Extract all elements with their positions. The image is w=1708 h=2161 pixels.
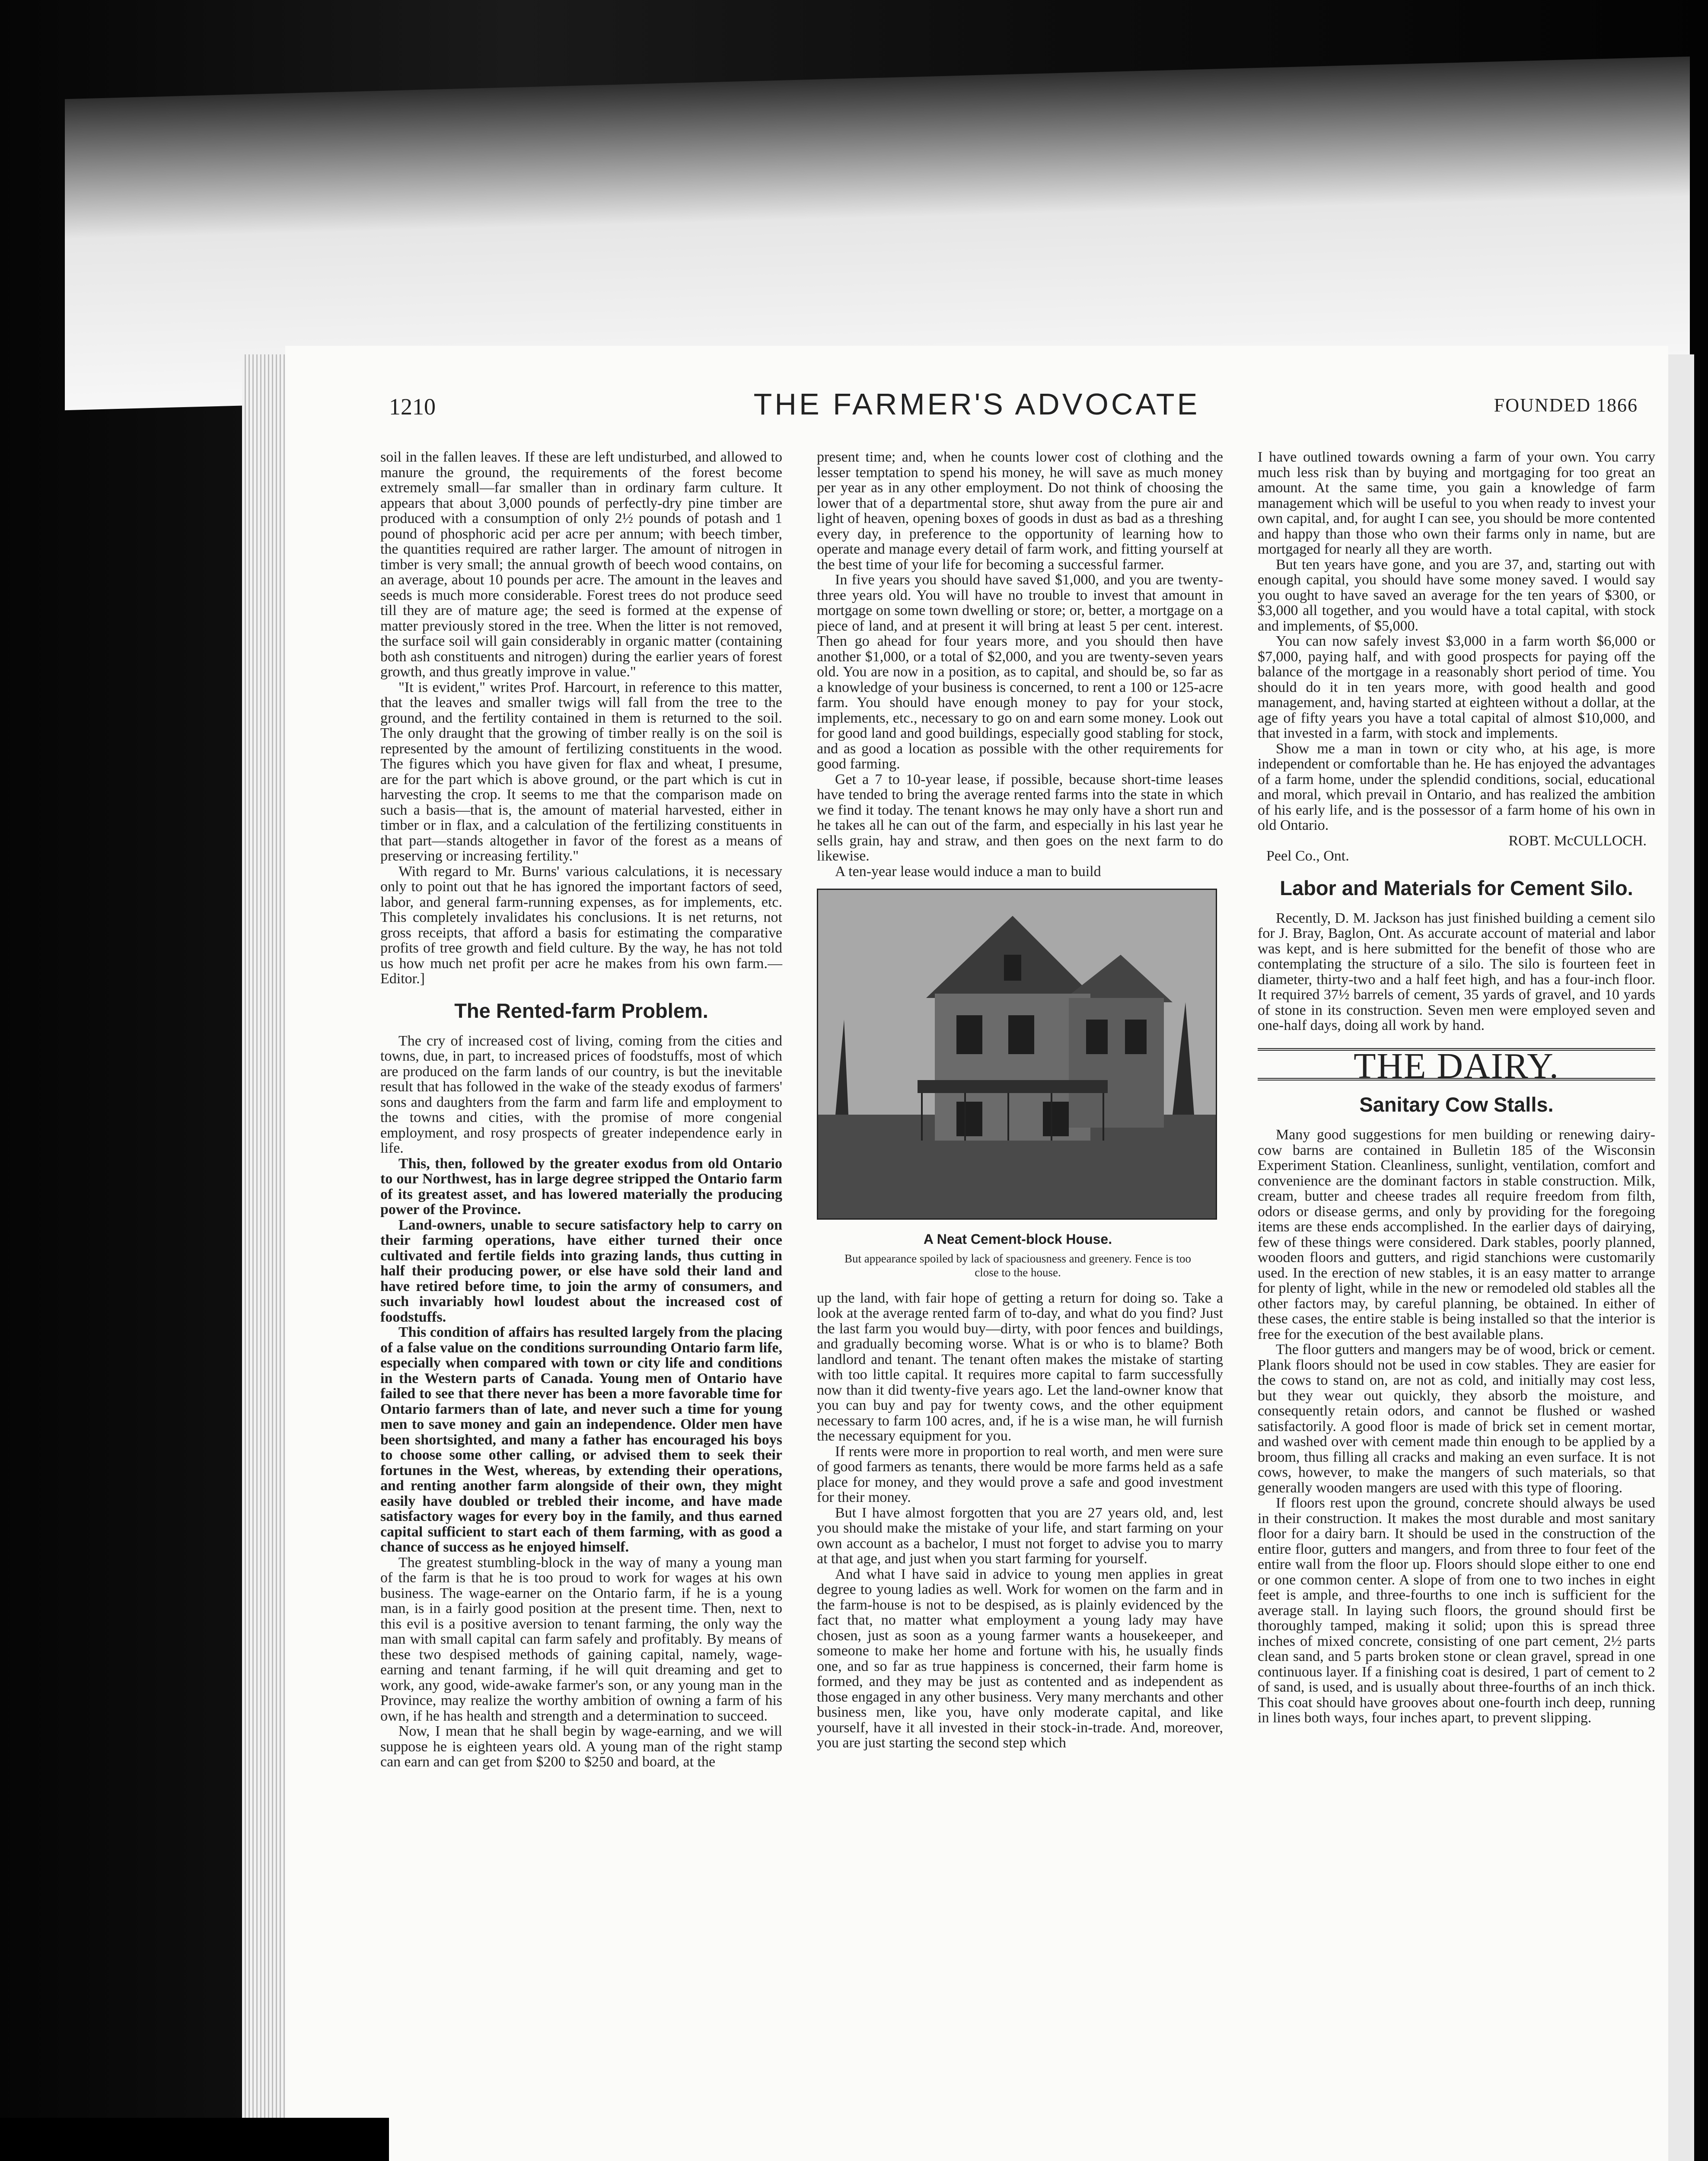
house-illustration	[818, 890, 1216, 1218]
article-paragraph: A ten-year lease would induce a man to build	[835, 863, 1101, 880]
article-paragraph: Land-owners, unable to secure satisfactory help to carry on their farming operations, have either turned their once cultivated and fertile fields into grazing lands, thus cutting in half their producing power, or else have sold their land and have retired before time, to join the army of consumers, and such invariably howl loudest about the increased cost of foodstuffs.	[380, 1217, 782, 1325]
house-photo	[817, 889, 1217, 1220]
article-heading: Sanitary Cow Stalls.	[1359, 1093, 1554, 1116]
article-paragraph: And what I have said in advice to young men applies in great degree to young ladies as well. Work for women on the farm and in the farm-house is not to be despised, as is plainly evidenced by the fact that, no matter what employment a young lady may have chosen, just as soon as a young farmer wants a housekeeper, and someone to make her home and fortune with his, he usually finds one, and so far as true happiness is concerned, their farm home is formed, and they may be just as contented and as independent as those engaged in any other business. Very many merchants and other business men, like you, have only moderate capital, and like yourself, have it all invested in their stock-in-trade. And, moreover, you are just starting the second step which	[817, 1566, 1223, 1751]
article-paragraph: The cry of increased cost of living, coming from the cities and towns, due, in part, to increased prices of foodstuffs, most of which are produced on the farm lands of our country, is but the inevitable result that has followed in the wake of the steady exodus of farmers' sons and daughters from the farm and farm life and employment to the towns and cities, with the promise of more congenial employment, and rosy prospects of greater independence early in life.	[380, 1033, 782, 1156]
article-paragraph: You can now safely invest $3,000 in a farm worth $6,000 or $7,000, paying half, and with good prospects for paying off the balance of the mortgage in a reasonably short period of time. You should do it in ten years more, with good health and good management, and, having started at eighteen without a dollar, at the age of fifty years you have a total capital of almost $10,000, and that invested in a farm, with stock and implements.	[1258, 633, 1655, 741]
author-location: Peel Co., Ont.	[1266, 848, 1349, 864]
article-heading: Labor and Materials for Cement Silo.	[1280, 876, 1633, 899]
article-paragraph: But I have almost forgotten that you are 27 years old, and, lest you should make the mistake of your life, and start farming on your own account as a bachelor, I must not forget to advise you to marry at that age, and just when you start farming for yourself.	[817, 1504, 1223, 1567]
article-paragraph: present time; and, when he counts lower cost of clothing and the lesser temptation to spend his money, he will save as much money per year as in any other employment. Do not think of choosing the lower that of a departmental store, shut away from the pure air and light of heaven, opening boxes of goods in dust as bad as a threshing every day, in preference to the opportunity of learning how to operate and manage every detail of farm work, and fitting yourself at the best time of your life for becoming a successful farmer.	[817, 449, 1223, 573]
article-paragraph: Show me a man in town or city who, at his age, is more independent or comfortable than he. He has enjoyed the advantages of a farm home, under the splendid conditions, social, educational and moral, which prevail in Ontario, and has realized the ambition of his early life, and is the possessor of a farm home of his own in old Ontario.	[1258, 740, 1655, 833]
article-paragraph: soil in the fallen leaves. If these are left undisturbed, and allowed to manure the ground, the requirements of the forest become extremely small—far smaller than in ordinary farm culture. It appears that about 3,000 pounds of perfectly-dry pine timber are produced with a consumption of only 2½ pounds of potash and 1 pound of phosphoric acid per acre per annum; with beech timber, the quantities required are rather larger. The amount of nitrogen in timber is very small; the annual growth of beech wood contains, on an average, about 10 pounds per acre. The amount in the leaves and seeds is much more considerable. Forest trees do not produce seed till they are of mature age; the seed is formed at the expense of matter previously stored in the tree. When the litter is not removed, the surface soil will gain considerably in organic matter (containing both ash constituents and nitrogen) during the earlier years of forest growth, and thus greatly improve in value."	[380, 449, 782, 680]
article-paragraph: Now, I mean that he shall begin by wage-earning, and we will suppose he is eighteen years old. A young man of the right stamp can earn and can get from $200 to $250 and board, at the	[380, 1723, 782, 1770]
article-paragraph: With regard to Mr. Burns' various calculations, it is necessary only to point out that he has ignored the important factors of seed, labor, and general farm-running expenses, as for implements, etc. This completely invalidates his conclusions. It is net returns, not gross receipts, that afford a basis for estimating the comparative profits of tree growth and field culture. By the way, he has not told us how much net profit per acre he makes from his own farm.—Editor.]	[380, 863, 782, 987]
column-1	[380, 449, 782, 1770]
article-paragraph: The floor gutters and mangers may be of wood, brick or cement. Plank floors should not be used in cow stables. They are easier for the cows to stand on, are not as cold, and initially may cost less, but they wear out quickly, they absorb the moisture, and consequently retain odors, and cannot be flushed or washed satisfactorily. A good floor is made of brick set in cement mortar, and washed over with cement made thin enough to be applied by a broom, thus filling all cracks and making an even surface. It is not cows, however, to make the mangers of such materials, so that generally wooden mangers are used with this type of flooring.	[1258, 1342, 1655, 1496]
column-2	[817, 449, 1223, 1751]
article-paragraph: I have outlined towards owning a farm of your own. You carry much less risk than by buying and mortgaging for too great an amount. At the same time, you gain a knowledge of farm management which will be useful to you when ready to invest your own capital, and, for aught I can see, you should be more contented and happy than those who own their farms only in name, but are mortgaged for nearly all they are worth.	[1258, 449, 1655, 557]
scan-shadow	[0, 2118, 389, 2161]
house-figure	[817, 889, 1219, 1279]
article-paragraph: "It is evident," writes Prof. Harcourt, in reference to this matter, that the leaves and smaller twigs will fall from the tree to the ground, and the fertility contained in them is returned to the soil. The only draught that the growing of timber really is on the soil is represented by the amount of fertilizing constituents in the wood. The figures which you have given for flax and wheat, I presume, are for the part which is above ground, or the part which is cut in harvesting the crop. It seems to me that the comparison made on such a basis—that is, the amount of material harvested, either in timber or in flax, and a calculation of the fertilizing constituents in that part—stands altogether in favor of the forest as a means of preserving or increasing fertility."	[380, 679, 782, 864]
newspaper-page	[285, 346, 1668, 2161]
article-paragraph: If rents were more in proportion to real worth, and men were sure of good farmers as tenants, there would be more farms held as a safe place for money, and they would prove a safe and good investment for their money.	[817, 1443, 1223, 1505]
page-right-edge	[1668, 354, 1694, 2161]
article-paragraph: Many good suggestions for men building or renewing dairy-cow barns are contained in Bulletin 185 of the Wisconsin Experiment Station. Cleanliness, sunlight, ventilation, comfort and convenience are the dominant factors in stable construction. Milk, cream, butter and cheese trades all require freedom from filth, odors or disease germs, and only by providing for the foregoing items are these ends accomplished. In the earlier days of dairying, few of these things were considered. Dark stables, poorly planned, wooden floors and gutters, and rigid stanchions were customarily used. In the erection of new stables, it is an easy matter to arrange for plenty of light, while in the new or remodeled old stables all the other factors may, by careful planning, be obtained. In either of these cases, the entire stable is being installed so that the interior is free for the execution of the best available plans.	[1258, 1127, 1655, 1342]
figure-caption: A Neat Cement-block House.	[923, 1231, 1112, 1247]
article-heading: The Rented-farm Problem.	[454, 999, 708, 1022]
author-signature: ROBT. McCULLOCH.	[1508, 832, 1647, 849]
article-paragraph: Get a 7 to 10-year lease, if possible, because short-time leases have tended to bring the average rented farms into the state in which we find it today. The tenant knows he may only have a short run and he takes all he can out of the farm, and especially in his last year he sells grain, hay and straw, and then goes on the next farm to do likewise.	[817, 771, 1223, 864]
article-paragraph: If floors rest upon the ground, concrete should always be used in their construction. It makes the most durable and most sanitary floor for a dairy barn. It should be used in the construction of the entire floor, gutters and mangers, and from three to four feet of the entire wall from the floor up. Floors should slope either to one end or one common center. A slope of from one to two inches in eight feet is ample, and three-fourths to one inch is sufficient for the average stall. In laying such floors, the ground should first be thoroughly tamped, making it solid; upon this is spread three inches of mixed concrete, consisting of one part cement, 2½ parts clean sand, and 5 parts broken stone or clean gravel, spread in one continuous layer. If a finishing coat is desired, 1 part of cement to 2 of sand, is used, and is usually about three-fourths of an inch thick. This coat should have grooves about one-fourth inch deep, running in lines both ways, four inches apart, to prevent slipping.	[1258, 1495, 1655, 1726]
masthead: THE FARMER'S ADVOCATE	[753, 387, 1200, 421]
article-paragraph: up the land, with fair hope of getting a return for doing so. Take a look at the average rented farm of to-day, and what do you find? Just the last farm you would buy—dirty, with poor fences and buildings, and gradually becoming worse. What is or who is to blame? Both landlord and tenant. The tenant often makes the mistake of starting with too little capital. It requires more capital to farm successfully now than it did twenty-five years ago. Let the land-owner know that you can buy and pay for twenty cows, and the other equipment necessary to farm 100 acres, and, if he is a wise man, he will furnish the necessary equipment for you.	[817, 1290, 1223, 1444]
section-banner: THE DAIRY.	[1258, 1048, 1655, 1081]
article-paragraph: The greatest stumbling-block in the way of many a young man of the farm is that he is too proud to work for wages at his own business. The wage-earner on the Ontario farm, if he is a young man, is in a fairly good position at the present time. Then, next to this evil is a positive aversion to tenant farming, the only way the man with small capital can farm safely and profitably. By means of these two despised methods of gaining capital, namely, wage-earning and tenant farming, if he will quit dreaming and get to work, any good, wide-awake farmer's son, or any young man in the Province, may realize the worthy ambition of owning a farm of his own, if he has health and strength and a determination to succeed.	[380, 1554, 782, 1724]
article-paragraph: But ten years have gone, and you are 37, and, starting out with enough capital, you should have some money saved. I would say you ought to have saved an average for the ten years of $300, or $3,000 all together, and you would have a total capital, with stock and implements, of $5,000.	[1258, 556, 1655, 634]
article-paragraph: Recently, D. M. Jackson has just finished building a cement silo for J. Bray, Baglon, Ont. As accurate account of material and labor was kept, and is here submitted for the benefit of those who are contemplating the structure of a silo. The silo is fourteen feet in diameter, thirty-two and a half feet high, and has a four-inch floor. It required 37½ barrels of cement, 35 yards of gravel, and 10 yards of stone in its construction. Seven men were employed seven and one-half days, doing all work by hand.	[1258, 910, 1655, 1033]
article-paragraph: This, then, followed by the greater exodus from old Ontario to our Northwest, has in large degree stripped the Ontario farm of its greatest asset, and has lowered materially the producing power of the Province.	[380, 1155, 782, 1218]
column-3	[1258, 449, 1655, 1726]
article-paragraph: This condition of affairs has resulted largely from the placing of a false value on the conditions surrounding Ontario farm life, especially when compared with town or city life and conditions in the Western parts of Canada. Young men of Ontario have failed to see that there never has been a more favorable time for Ontario farmers than of late, and never such a time for young men to save money and gain an independence. Older men have been shortsighted, and many a father has encouraged his boys to choose some other calling, or advised them to seek their fortunes in the West, whereas, by extending their operations, and renting another farm alongside of their own, they might easily have doubled or trebled their income, and have made satisfactory wages for every boy in the family, and thus earned capital sufficient to start each of them farming, with as good a chance of success as he enjoyed himself.	[380, 1324, 782, 1555]
article-paragraph: In five years you should have saved $1,000, and you are twenty-three years old. You will have no trouble to invest that amount in mortgage on some town dwelling or store; or, better, a mortgage on a piece of land, and at present it will bring at least 5 per cent. interest. Then go ahead for four years more, and you should then have another $1,000, or a total of $2,000, and you are twenty-seven years old. You are now in a position, as to capital, and should be, so far as a knowledge of your business is concerned, to rent a 100 or 125-acre farm. You should have enough money to pay for your stock, implements, etc., necessary to go on and earn some money. Look out for good land and good buildings, especially good stabling for stock, and as good a location as possible with the other requirements for good farming.	[817, 572, 1223, 772]
page-number: 1210	[389, 394, 436, 420]
figure-subcaption: But appearance spoiled by lack of spaciousness and greenery. Fence is too close to the house.	[844, 1252, 1191, 1279]
founded-line: FOUNDED 1866	[1494, 395, 1638, 416]
